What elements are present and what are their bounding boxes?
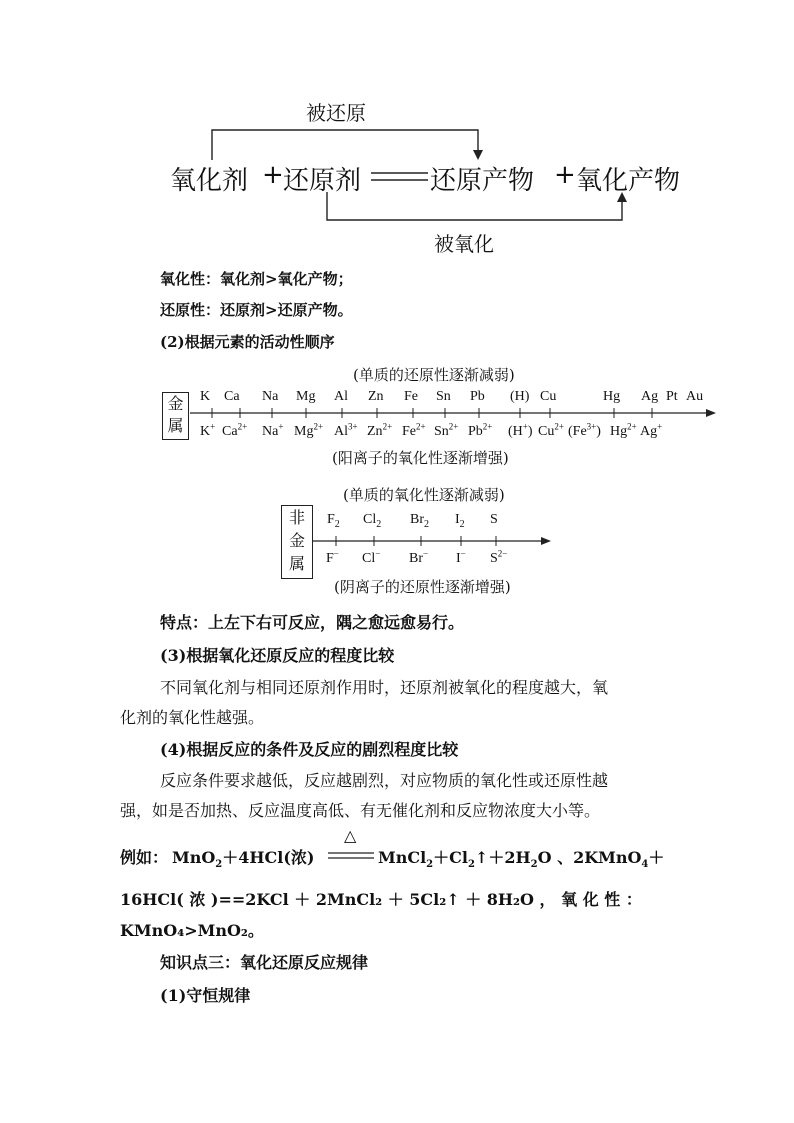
section-heading-4: (4)根据反应的条件及反应的剧烈程度比较 bbox=[160, 740, 459, 759]
section-heading-3: (3)根据氧化还原反应的程度比较 bbox=[160, 646, 395, 665]
knowledge-point-3-title: 知识点三：氧化还原反应规律 bbox=[160, 953, 369, 972]
metal-ion: $Fe^{2+}$ bbox=[402, 421, 426, 439]
nonmetal-element: S bbox=[490, 512, 498, 527]
example-line-2: 16HCl( 浓 )==2KCl ＋ 2MnCl₂ ＋ 5Cl₂↑ ＋ 8H₂O ， 氧 化 性 ： bbox=[120, 890, 642, 909]
nonmetal-element: $I_2$ bbox=[455, 512, 465, 530]
metal-ion: (H+) bbox=[508, 421, 533, 439]
nonmetal-bottom-caption: (阴离子的还原性逐渐增强) bbox=[334, 578, 511, 596]
oxidant-term: 氧化剂 bbox=[170, 166, 249, 196]
metal-element: K bbox=[200, 389, 211, 404]
metal-element: Al bbox=[334, 389, 348, 404]
nonmetal-ion: I− bbox=[456, 548, 466, 566]
reduction-product-term: 还原产物 bbox=[430, 166, 535, 196]
nonmetal-ion: Cl− bbox=[362, 548, 381, 566]
nonmetal-element: $F_2$ bbox=[327, 512, 340, 530]
metal-box-char: 金 bbox=[167, 394, 184, 413]
heat-symbol: △ bbox=[344, 826, 357, 845]
metal-ion: Na+ bbox=[262, 421, 284, 439]
nonmetal-box-char: 金 bbox=[288, 531, 305, 550]
paragraph-3-line-1: 不同氧化剂与相同还原剂作用时，还原剂被氧化的程度越大，氧 bbox=[160, 678, 609, 697]
metal-element: Hg bbox=[603, 389, 621, 404]
metal-element: Mg bbox=[296, 389, 316, 404]
metal-element: Na bbox=[262, 389, 279, 404]
nonmetal-ion: $S^{2-}$ bbox=[490, 548, 508, 566]
equation-products: $MnCl_2+Cl_2↑+2H_2O$ 、2KMnO$_4$＋ bbox=[378, 848, 665, 871]
metal-element: Pt bbox=[666, 389, 678, 404]
feature-line: 特点：上左下右可反应，隅之愈远愈易行。 bbox=[160, 613, 465, 632]
reducing-compare-line: 还原性：还原剂>还原产物。 bbox=[160, 301, 353, 319]
metal-ion: $Pb^{2+}$ bbox=[468, 421, 493, 439]
nonmetal-box-char: 非 bbox=[288, 508, 305, 527]
metal-ion: $Al^{3+}$ bbox=[334, 421, 358, 439]
nonmetal-ion: F− bbox=[326, 548, 339, 566]
metal-element: (H) bbox=[510, 389, 530, 404]
nonmetal-box-char: 属 bbox=[288, 554, 305, 573]
oxidizing-compare-line: 氧化性：氧化剂>氧化产物； bbox=[160, 270, 353, 288]
example-prefix: 例如： bbox=[120, 848, 169, 867]
metal-ion: $(Fe^{3+})$ bbox=[568, 421, 601, 439]
metal-element: Pb bbox=[470, 389, 485, 404]
equation-mno2: MnO$_2$＋4HCl(浓) bbox=[172, 848, 315, 871]
plus-sign: + bbox=[262, 160, 284, 190]
nonmetal-ion: Br− bbox=[409, 548, 429, 566]
nonmetal-element: $Br_2$ bbox=[410, 512, 429, 530]
metal-ion: $Cu^{2+}$ bbox=[538, 421, 564, 439]
metal-top-caption: (单质的还原性逐渐减弱) bbox=[353, 366, 515, 384]
metal-bottom-caption: (阳离子的氧化性逐渐增强) bbox=[332, 449, 509, 467]
metal-ion: $Sn^{2+}$ bbox=[434, 421, 459, 439]
nonmetal-element: $Cl_2$ bbox=[363, 512, 382, 530]
metal-ion: $Ca^{2+}$ bbox=[222, 421, 248, 439]
section-heading-2: (2)根据元素的活动性顺序 bbox=[160, 333, 335, 351]
paragraph-4-line-1: 反应条件要求越低，反应越剧烈，对应物质的氧化性或还原性越 bbox=[160, 771, 609, 790]
metal-element: Au bbox=[686, 389, 704, 404]
metal-ion: $Mg^{2+}$ bbox=[294, 421, 324, 439]
metal-ion: K+ bbox=[200, 421, 216, 439]
conservation-rule-heading: (1)守恒规律 bbox=[160, 986, 251, 1005]
metal-element: Ag bbox=[641, 389, 659, 404]
paragraph-4-line-2: 强，如是否加热、反应温度高低、有无催化剂和反应物浓度大小等。 bbox=[120, 801, 601, 820]
metal-element: Ca bbox=[224, 389, 240, 404]
metal-box-char: 属 bbox=[167, 416, 184, 435]
metal-element: Cu bbox=[540, 389, 557, 404]
metal-ion: $Hg^{2+}$ bbox=[610, 421, 637, 439]
paragraph-3-line-2: 化剂的氧化性越强。 bbox=[120, 708, 265, 727]
metal-element: Zn bbox=[368, 389, 384, 404]
example-line-3: KMnO₄>MnO₂。 bbox=[120, 921, 264, 940]
metal-element: Sn bbox=[436, 389, 451, 404]
oxidation-product-term: 氧化产物 bbox=[576, 166, 681, 196]
nonmetal-top-caption: (单质的氧化性逐渐减弱) bbox=[343, 486, 505, 504]
metal-element: Fe bbox=[404, 389, 418, 404]
metal-ion: Ag+ bbox=[640, 421, 663, 439]
reduced-label: 被还原 bbox=[306, 101, 366, 125]
plus-sign: + bbox=[554, 160, 576, 190]
reductant-term: 还原剂 bbox=[283, 166, 362, 196]
oxidized-label: 被氧化 bbox=[434, 232, 494, 256]
metal-ion: $Zn^{2+}$ bbox=[367, 421, 393, 439]
